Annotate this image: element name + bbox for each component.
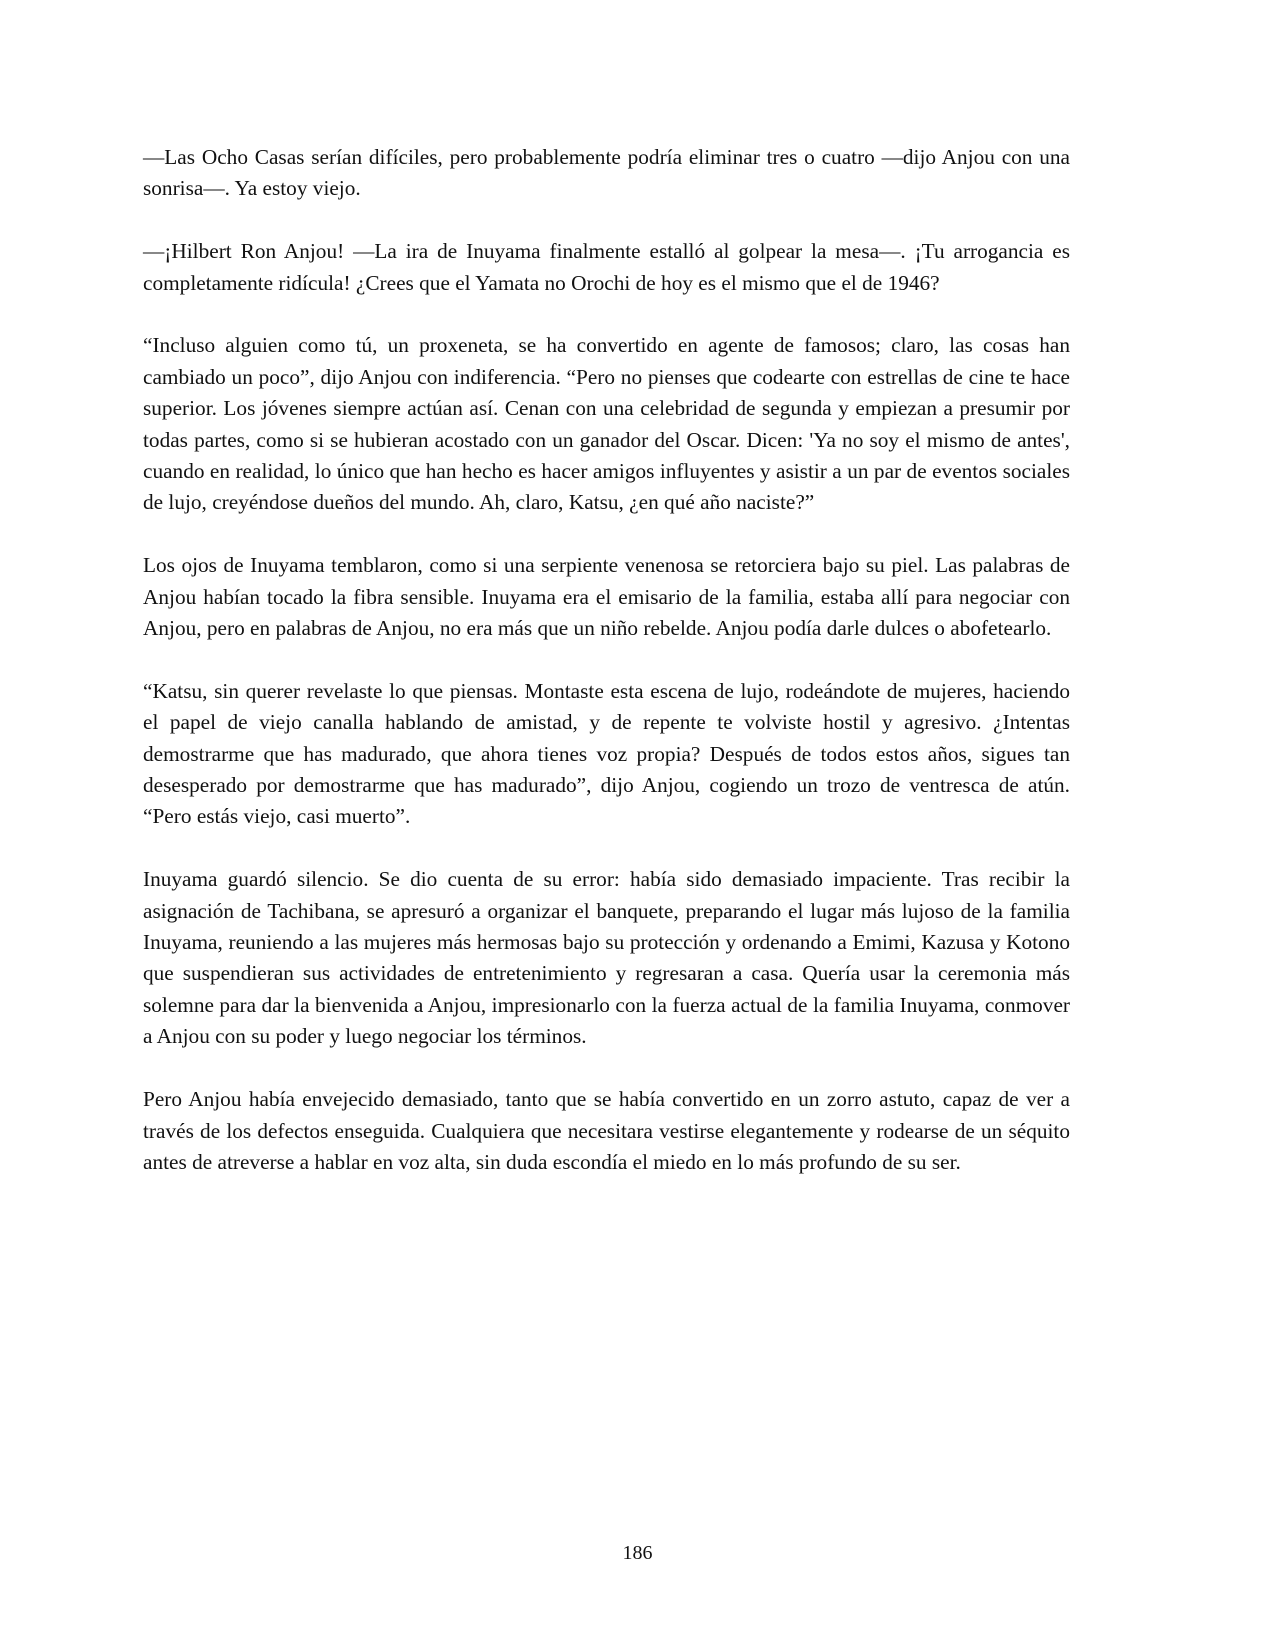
paragraph-1: —Las Ocho Casas serían difíciles, pero probablemente podría eliminar tres o cuatro —dijo Anjou con una sonrisa—. Ya estoy viejo. bbox=[143, 145, 1070, 201]
paragraph-7: Pero Anjou había envejecido demasiado, tanto que se había convertido en un zorro astuto, capaz de ver a través de los defectos enseguida. Cualquiera que necesitara vestirse elegantemente y rodearse de un séquito antes de atreverse a hablar en voz alta, sin duda escondía el miedo en lo más profundo de su ser. bbox=[143, 1087, 1070, 1174]
paragraph-6: Inuyama guardó silencio. Se dio cuenta de su error: había sido demasiado impaciente. Tras recibir la asignación de Tachibana, se apresuró a organizar el banquete, preparando el lugar más lujoso de la familia Inuyama, reuniendo a las mujeres más hermosas bajo su protección y ordenando a Emimi, Kazusa y Kotono que suspendieran sus actividades de entretenimiento y regresaran a casa. Quería usar la ceremonia más solemne para dar la bienvenida a Anjou, impresionarlo con la fuerza actual de la familia Inuyama, conmover a Anjou con su poder y luego negociar los términos. bbox=[143, 867, 1070, 1049]
paragraph-5: “Katsu, sin querer revelaste lo que piensas. Montaste esta escena de lujo, rodeándote de mujeres, haciendo el papel de viejo canalla hablando de amistad, y de repente te volviste hostil y agresivo. ¿Intentas demostrarme que has madurado, que ahora tienes voz propia? Después de todos estos años, sigues tan desesperado por demostrarme que has madurado”, dijo Anjou, cogiendo un trozo de ventresca de atún. “Pero estás viejo, casi muerto”. bbox=[143, 678, 1070, 829]
paragraph-3: “Incluso alguien como tú, un proxeneta, se ha convertido en agente de famosos; claro, las cosas han cambiado un poco”, dijo Anjou con indiferencia. “Pero no pienses que codearte con estrellas de cine te hace superior. Los jóvenes siempre actúan así. Cenan con una celebridad de segunda y empiezan a presumir por todas partes, como si se hubieran acostado con un ganador del Oscar. Dicen: 'Ya no soy el mismo de antes', cuando en realidad, lo único que han hecho es hacer amigos influyentes y asistir a un par de eventos sociales de lujo, creyéndose dueños del mundo. Ah, claro, Katsu, ¿en qué año naciste?” bbox=[143, 333, 1070, 515]
body-text bbox=[143, 142, 1070, 1210]
paragraph-4: Los ojos de Inuyama temblaron, como si una serpiente venenosa se retorciera bajo su piel. Las palabras de Anjou habían tocado la fibra sensible. Inuyama era el emisario de la familia, estaba allí para negociar con Anjou, pero en palabras de Anjou, no era más que un niño rebelde. Anjou podía darle dulces o abofetearlo. bbox=[143, 553, 1070, 641]
paragraph-2: —¡Hilbert Ron Anjou! —La ira de Inuyama finalmente estalló al golpear la mesa—. ¡Tu arrogancia es completamente ridícula! ¿Crees que el Yamata no Orochi de hoy es el mismo que el de 1946? bbox=[143, 239, 1070, 295]
page-number: 186 bbox=[622, 1542, 653, 1564]
